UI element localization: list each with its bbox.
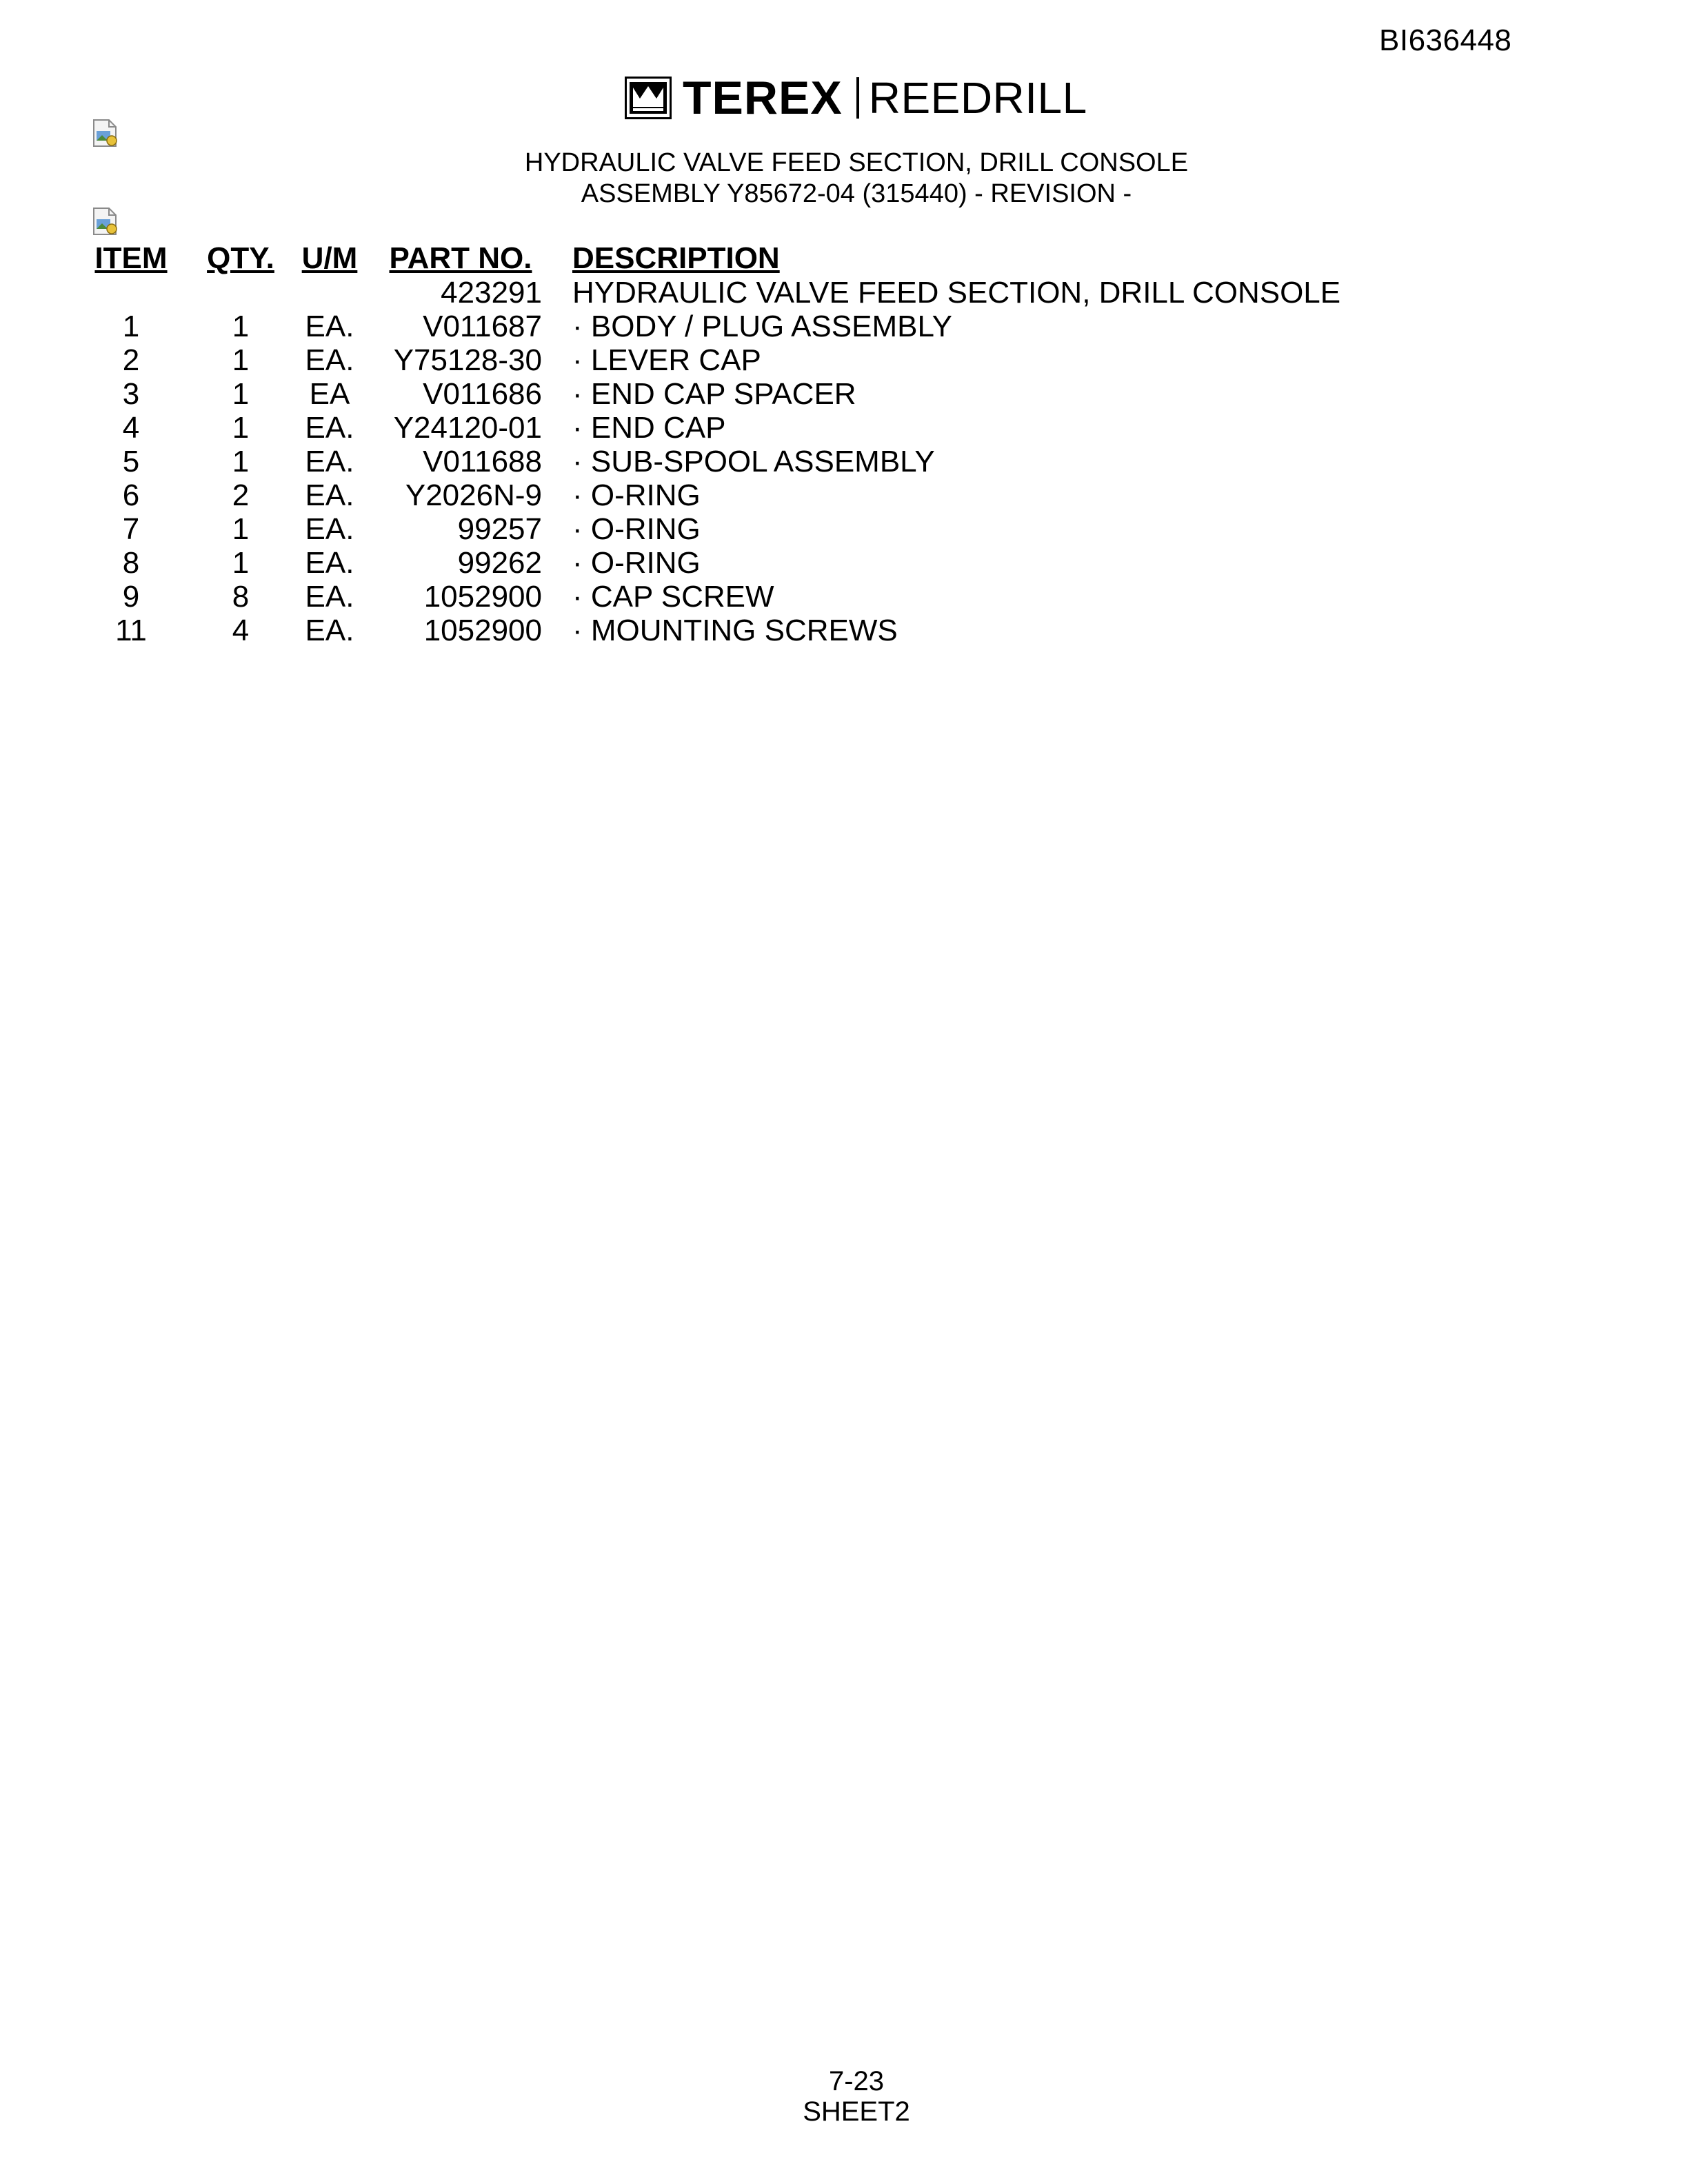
- cell-description: · O-RING: [572, 546, 701, 580]
- cell-part-no: 1052900: [423, 614, 542, 647]
- table-header-row: [92, 237, 1340, 276]
- document-title-line2: ASSEMBLY Y85672-04 (315440) - REVISION -: [581, 179, 1132, 208]
- cell-um: EA.: [305, 478, 354, 512]
- cell-part-no: 99262: [457, 546, 542, 580]
- cell-qty: 1: [232, 343, 250, 377]
- cell-um: EA.: [305, 343, 354, 377]
- cell-um: EA.: [305, 512, 354, 546]
- cell-um: EA.: [305, 310, 354, 343]
- terex-reedrill-logo: [625, 72, 1087, 124]
- cell-part-no: Y24120-01: [393, 411, 542, 445]
- cell-part-no: Y2026N-9: [405, 478, 542, 512]
- broken-image-icon: [91, 207, 119, 236]
- table-row: [92, 478, 1340, 512]
- cell-qty: 4: [232, 614, 250, 647]
- cell-description: · CAP SCREW: [572, 580, 774, 614]
- table-row: [92, 310, 1340, 343]
- cell-um: EA: [309, 377, 350, 411]
- cell-qty: [201, 276, 280, 310]
- cell-item: 8: [122, 546, 140, 580]
- cell-item: 9: [122, 580, 140, 614]
- cell-part-no: V011686: [423, 377, 542, 411]
- broken-image-icon: [91, 119, 119, 148]
- header-description: DESCRIPTION: [572, 241, 780, 275]
- table-row: [92, 377, 1340, 411]
- logo-brand-text: TEREX: [683, 72, 843, 124]
- table-row: [92, 411, 1340, 445]
- cell-part-no: V011688: [423, 445, 542, 478]
- cell-um: EA.: [305, 614, 354, 647]
- cell-qty: 1: [232, 512, 250, 546]
- table-row: [92, 343, 1340, 377]
- cell-qty: 1: [232, 546, 250, 580]
- header-part-no: PART NO.: [389, 241, 532, 275]
- cell-qty: 1: [232, 377, 250, 411]
- cell-qty: 2: [232, 478, 250, 512]
- header-item: ITEM: [94, 241, 168, 275]
- parts-table-body: [92, 276, 1340, 647]
- cell-um: [280, 276, 379, 310]
- cell-part-no: 99257: [457, 512, 542, 546]
- table-row: [92, 546, 1340, 580]
- cell-item: 1: [122, 310, 140, 343]
- cell-part-no: 423291: [441, 276, 542, 310]
- cell-description: · END CAP: [572, 411, 726, 445]
- cell-qty: 1: [232, 445, 250, 478]
- header-qty: QTY.: [207, 241, 274, 275]
- table-row: [92, 276, 1340, 310]
- cell-part-no: 1052900: [423, 580, 542, 614]
- cell-item: 11: [115, 614, 147, 647]
- cell-qty: 1: [232, 310, 250, 343]
- table-row: [92, 512, 1340, 546]
- cell-item: 4: [122, 411, 140, 445]
- cell-description: · END CAP SPACER: [572, 377, 856, 411]
- page-number: 7-23: [828, 2066, 885, 2096]
- cell-item: [92, 276, 170, 310]
- table-row: [92, 445, 1340, 478]
- cell-um: EA.: [305, 411, 354, 445]
- table-row: [92, 580, 1340, 614]
- cell-description: · MOUNTING SCREWS: [572, 614, 898, 647]
- document-title-line1: HYDRAULIC VALVE FEED SECTION, DRILL CONSOLE: [524, 148, 1189, 177]
- table-row: [92, 614, 1340, 647]
- cell-qty: 1: [232, 411, 250, 445]
- header-um: U/M: [301, 241, 358, 275]
- logo-separator: [856, 77, 859, 119]
- cell-qty: 8: [232, 580, 250, 614]
- cell-description: · O-RING: [572, 478, 701, 512]
- logo-product-text: REEDRILL: [868, 73, 1087, 123]
- cell-part-no: Y75128-30: [393, 343, 542, 377]
- document-id: BI636448: [1379, 23, 1512, 57]
- cell-um: EA.: [305, 546, 354, 580]
- cell-description: HYDRAULIC VALVE FEED SECTION, DRILL CONSOLE: [572, 276, 1341, 310]
- cell-item: 6: [122, 478, 140, 512]
- cell-description: · SUB-SPOOL ASSEMBLY: [572, 445, 935, 478]
- cell-item: 2: [122, 343, 140, 377]
- cell-description: · LEVER CAP: [572, 343, 761, 377]
- cell-description: · BODY / PLUG ASSEMBLY: [572, 310, 953, 343]
- cell-item: 3: [122, 377, 140, 411]
- cell-part-no: V011687: [423, 310, 542, 343]
- sheet-label: SHEET2: [803, 2096, 910, 2127]
- cell-um: EA.: [305, 580, 354, 614]
- cell-item: 5: [122, 445, 140, 478]
- parts-list-table: [92, 237, 1340, 647]
- cell-item: 7: [122, 512, 140, 546]
- terex-crown-emblem-icon: [625, 77, 672, 119]
- cell-um: EA.: [305, 445, 354, 478]
- cell-description: · O-RING: [572, 512, 701, 546]
